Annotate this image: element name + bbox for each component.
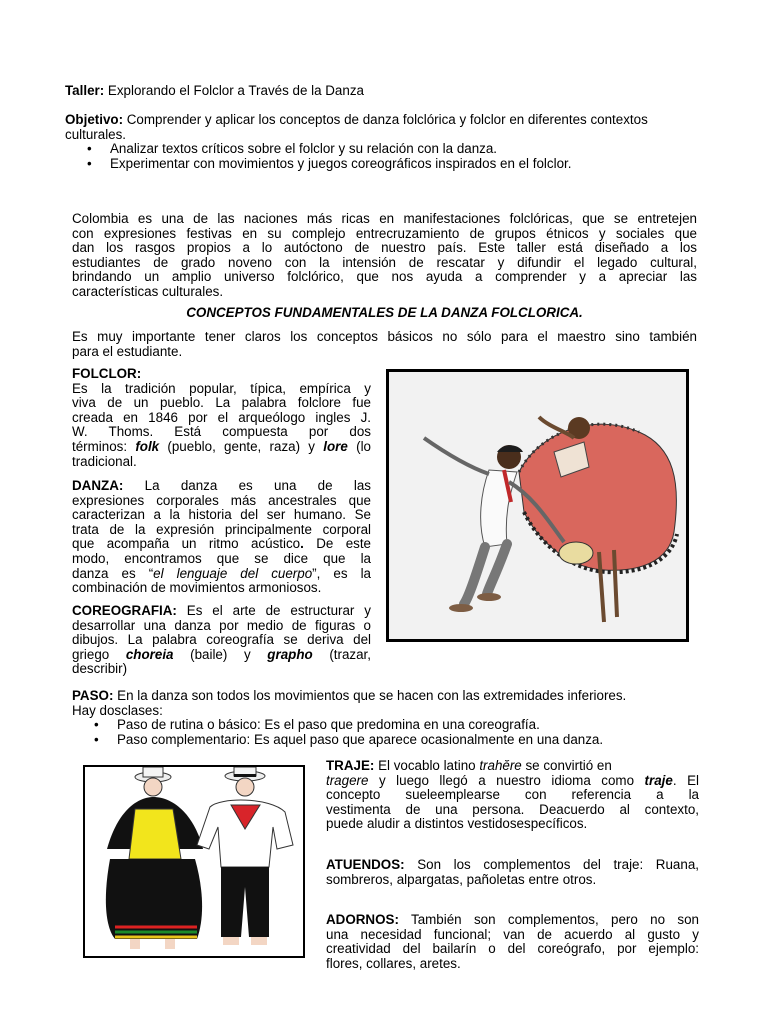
folclor-line: términos: folk (pueblo, gente, raza) y lore (lo [72, 438, 371, 454]
list-item: • Experimentar con movimientos y juegos coreográficos inspirados en el folclor. [65, 157, 665, 172]
intro-line: dan los rasgos propios a lo autóctono de nuestro país. Este taller está diseñado a los [72, 240, 697, 256]
coreografia-line: desarrollar una danza por medio de figuras o [72, 617, 371, 633]
intro-line: brindando un amplio universo folclórico, que nos ayuda a comprender y a apreciar las [72, 269, 697, 285]
grapho-term: grapho [267, 646, 313, 662]
danza-line: combinación de movimientos armoniosos. [72, 580, 322, 596]
intro-line: estudiantes de grado noveno con la intensión de rescatar y difundir el legado cultural, [72, 254, 697, 270]
traje-label: TRAJE: [326, 758, 375, 773]
list-item: • Paso de rutina o básico: Es el paso que predomina en una coreografía. [65, 718, 705, 733]
traje-definition [326, 759, 699, 832]
atuendos-line: ATUENDOS: Son los complementos del traje: Ruana, [326, 857, 699, 872]
atuendos-label: ATUENDOS: [326, 857, 405, 872]
lenguaje-quote: el lenguaje del cuerpo [153, 565, 313, 581]
coreografia-line: griego choreia (baile) y grapho (trazar, [72, 646, 371, 662]
coreografia-line: describir) [72, 661, 128, 677]
folclor-line: viva de un pueblo. La palabra folclore fue [72, 395, 371, 411]
adornos-line: una necesidad funcional; van de acuerdo al gusto y [326, 926, 699, 942]
lore-term: lore [323, 438, 348, 454]
list-item: • Analizar textos críticos sobre el folclor y su relación con la danza. [65, 142, 665, 157]
folclor-line: tradicional. [72, 453, 137, 469]
importance-paragraph [72, 330, 697, 359]
trahere-term: trahĕre [479, 758, 522, 773]
adornos-line: creatividad del bailarín o del coreógrafo, por ejemplo: [326, 941, 699, 957]
paso-definition [72, 689, 712, 718]
coreografia-line: COREOGRAFIA: Es el arte de estructurar y [72, 603, 371, 618]
importance-line: Es muy importante tener claros los conceptos básicos no sólo para el maestro sino también [72, 329, 697, 344]
intro-line: Colombia es una de las naciones más ricas en manifestaciones folclóricas, que se entretejen [72, 211, 697, 226]
intro-line: con expresiones festivas en su complejo entrecruzamiento de grupos étnicos y sociales que [72, 225, 697, 241]
traje-line: vestimenta de una persona. Deacuerdo al contexto, [326, 801, 699, 817]
coreografia-definition [72, 604, 371, 677]
objective-body: Comprender y aplicar los conceptos de danza folclórica y folclor en diferentes contextos culturales. [65, 112, 648, 142]
objective-label: Objetivo: [65, 112, 124, 127]
danza-line: expresiones corporales más ancestrales que [72, 492, 371, 508]
folclor-line: W. Thoms. Está compuesta por dos [72, 424, 371, 440]
choreia-term: choreia [125, 646, 174, 662]
folclor-line: Es la tradición popular, típica, empírica y [72, 380, 371, 396]
costume-couple-illustration [85, 767, 303, 956]
objective-text [65, 113, 665, 142]
danza-line: que acompaña un ritmo acústico. De este [72, 536, 371, 552]
dancing-couple-illustration [389, 372, 686, 639]
taller-label: Taller: [65, 83, 105, 98]
folk-term: folk [135, 438, 160, 454]
traje-line: concepto sueleemplearse con referencia a la [326, 787, 699, 803]
traje-line: puede aludir a distintos vestidosespecíficos. [326, 816, 588, 832]
danza-line: trata de la expresión principalmente corporal [72, 521, 371, 537]
section-title: CONCEPTOS FUNDAMENTALES DE LA DANZA FOLCLORICA. [186, 305, 583, 320]
folclor-label: FOLCLOR: [72, 366, 142, 381]
taller-text: Explorando el Folclor a Través de la Danza [104, 83, 364, 98]
traje-line: tragere y luego llegó a nuestro idioma como traje. El [326, 772, 699, 788]
coreografia-label: COREOGRAFIA: [72, 603, 177, 618]
adornos-line: ADORNOS: También son complementos, pero no son [326, 912, 699, 927]
importance-line: para el estudiante. [72, 343, 183, 359]
coreografia-line: dibujos. La palabra coreografía se deriva del [72, 632, 371, 648]
intro-line: características culturales. [72, 283, 224, 299]
paso-line: Hay dosclases: [72, 702, 163, 718]
traje-term: traje [644, 772, 673, 788]
folclor-line: creada en 1846 por el arqueólogo ingles J. [72, 409, 371, 425]
objective-block [65, 113, 665, 171]
workshop-title [65, 84, 364, 99]
paso-label: PASO: [72, 688, 114, 703]
folclor-definition [72, 367, 371, 469]
costume-couple-image [83, 765, 305, 958]
atuendos-definition [326, 858, 699, 887]
danza-line: DANZA: La danza es una de las [72, 478, 371, 493]
danza-definition [72, 479, 371, 596]
danza-line: caracterizan a la historia del ser humano. Se [72, 507, 371, 523]
atuendos-line: sombreros, alpargatas, pañoletas entre otros. [326, 871, 597, 887]
danza-line: danza es “el lenguaje del cuerpo”, es la [72, 565, 371, 581]
objective-list [65, 142, 665, 171]
intro-paragraph [72, 212, 697, 300]
danza-line: modo, encontramos que se dice que la [72, 550, 371, 566]
dancing-couple-image [386, 369, 689, 642]
list-item: • Paso complementario: Es aquel paso que aparece ocasionalmente en una danza. [65, 733, 705, 748]
tragere-term: tragere [326, 772, 369, 788]
adornos-definition [326, 913, 699, 971]
paso-line: PASO: En la danza son todos los movimientos que se hacen con las extremidades inferiores. [72, 688, 627, 703]
adornos-label: ADORNOS: [326, 912, 399, 927]
paso-list [65, 718, 705, 747]
adornos-line: flores, collares, aretes. [326, 955, 461, 971]
traje-line: TRAJE: El vocablo latino trahĕre se convirtió en [326, 758, 612, 773]
danza-label: DANZA: [72, 478, 124, 493]
